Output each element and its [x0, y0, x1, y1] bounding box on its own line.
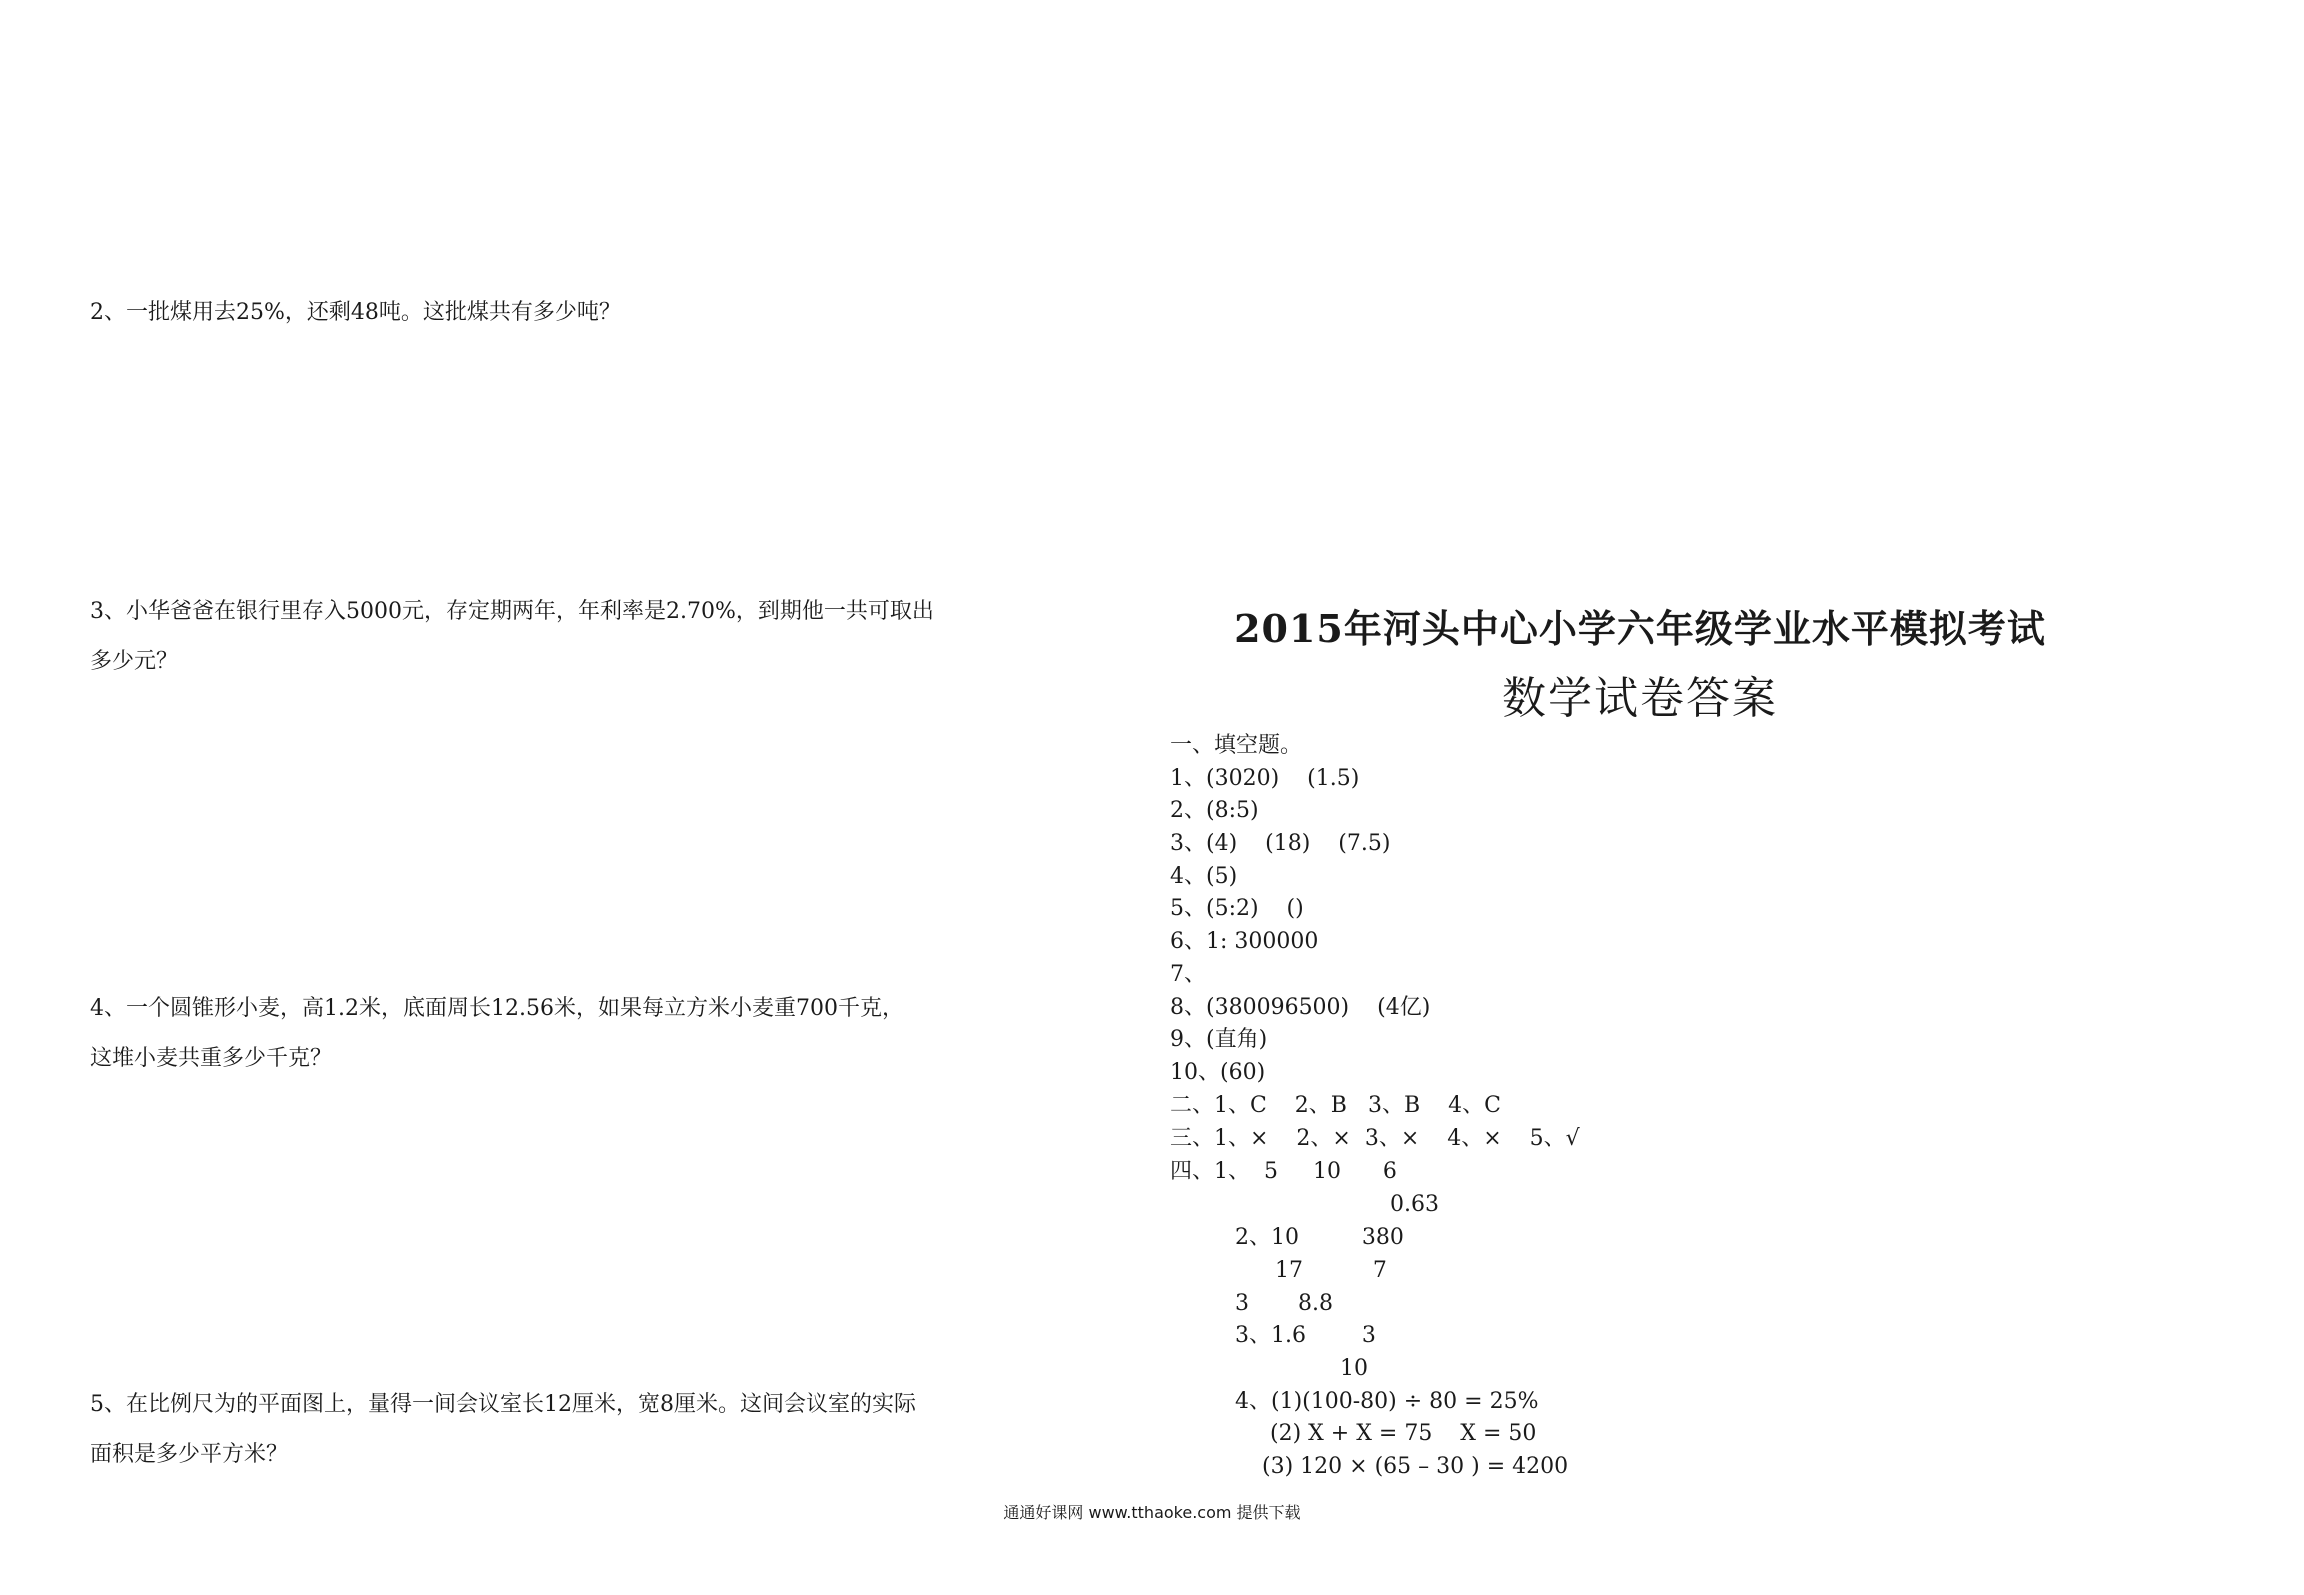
answer-line: 四、1、 5 10 6: [1170, 1159, 1397, 1184]
question-3-line-2: 多少元？: [90, 649, 179, 674]
answer-line: (3) 120 × (65 – 30 ) = 4200: [1262, 1454, 1569, 1479]
answer-line: 1、(3020) (1.5): [1170, 766, 1360, 791]
answer-line: 3 8.8: [1235, 1291, 1333, 1316]
answer-line: 8、(380096500) (4亿): [1170, 995, 1431, 1020]
answer-line: 2、10 380: [1235, 1225, 1404, 1250]
question-5-line-2: 面积是多少平方米？: [90, 1442, 289, 1467]
footer-credit: 通通好课网 www.tthaoke.com 提供下载: [1003, 1503, 1301, 1522]
answer-line: (2) X + X = 75 X = 50: [1270, 1421, 1537, 1446]
answer-line: 6、1: 300000: [1170, 929, 1319, 954]
question-3: [90, 587, 1050, 687]
question-5: [90, 1380, 1050, 1480]
answer-line: 9、(直角): [1170, 1027, 1268, 1052]
question-4: [90, 984, 1050, 1084]
answer-line: 二、1、C 2、B 3、B 4、C: [1170, 1093, 1501, 1118]
question-4-line-2: 这堆小麦共重多少千克？: [90, 1046, 333, 1071]
answer-line: 10: [1340, 1356, 1368, 1381]
answer-line: 3、(4) (18) (7.5): [1170, 831, 1391, 856]
question-2: 2、一批煤用去25%，还剩48吨。这批煤共有多少吨？: [90, 300, 621, 325]
question-5-line-1: 5、在比例尺为的平面图上，量得一间会议室长12厘米，宽8厘米。这间会议室的实际: [90, 1392, 916, 1417]
answer-key-subtitle: 数学试卷答案: [1502, 673, 1778, 724]
answer-line: 0.63: [1390, 1192, 1439, 1217]
answer-line: 4、(1)(100-80) ÷ 80 = 25%: [1235, 1389, 1539, 1414]
answer-line: 2、(8:5): [1170, 798, 1259, 823]
answer-line: 10、(60): [1170, 1060, 1266, 1085]
answer-line: 三、1、× 2、× 3、× 4、× 5、√: [1170, 1126, 1580, 1151]
answer-line: 一、填空题。: [1170, 733, 1303, 758]
answer-line: 7、: [1170, 962, 1206, 987]
answer-key-title: 2015年河头中心小学六年级学业水平模拟考试: [1234, 606, 2046, 651]
answer-line: 5、(5:2) (): [1170, 896, 1304, 921]
answer-line: 17 7: [1275, 1258, 1387, 1283]
answer-line: 4、(5): [1170, 864, 1238, 889]
question-3-line-1: 3、小华爸爸在银行里存入5000元，存定期两年，年利率是2.70%，到期他一共可取出: [90, 599, 934, 624]
answer-line: 3、1.6 3: [1235, 1323, 1376, 1348]
question-4-line-1: 4、一个圆锥形小麦，高1.2米，底面周长12.56米，如果每立方米小麦重700千克，: [90, 996, 904, 1021]
